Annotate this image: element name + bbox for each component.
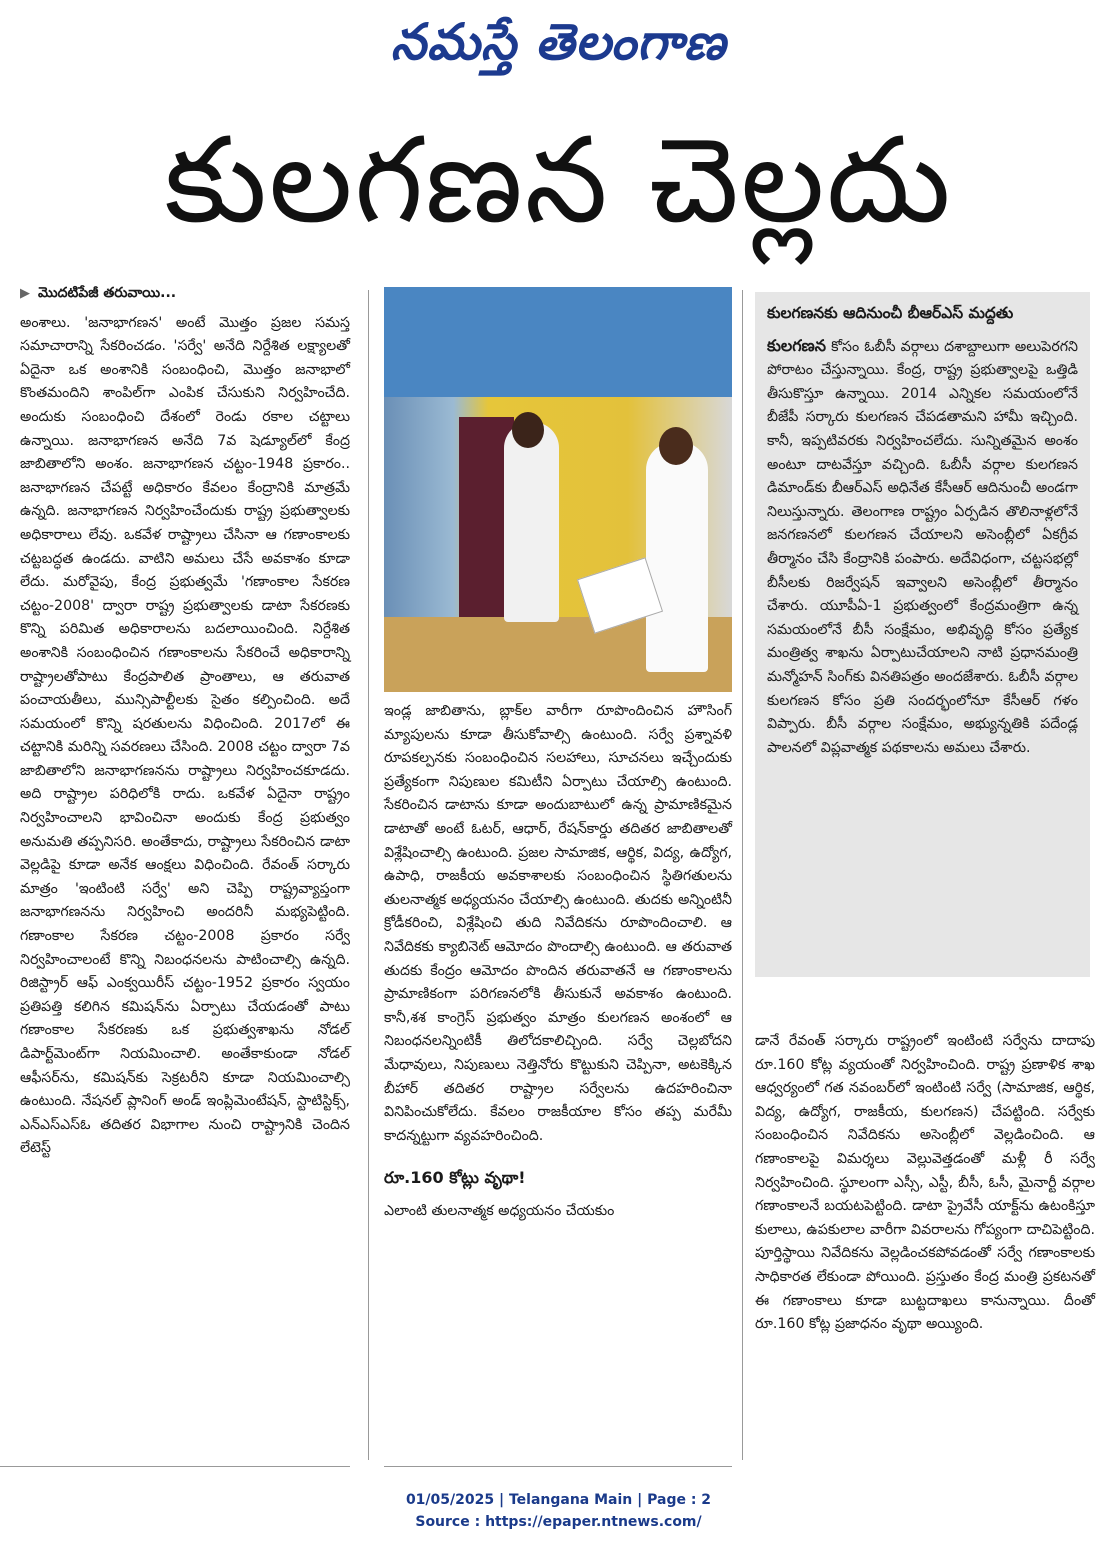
bottom-rule (0, 1466, 350, 1467)
footer-source-link[interactable]: Source : https://epaper.ntnews.com/ (415, 1514, 702, 1530)
sidebar-text: కోసం ఓబీసీ వర్గాలు దశాబ్దాలుగా అలుపెరగని పోరాటం చేస్తున్నాయి. కేంద్ర, రాష్ట్ర ప్రభుత్వాలపై ఒత్తిడి తీసుకొస్తూ ఉన్నాయి. 2014 ఎన్నికల సమయంలోనే బీజేపీ సర్కారు కులగణన చేపడతామని హామీ ఇచ్చింది. కానీ, ఇప్పటివరకు నిర్వహించలేదు. సున్నితమైన అంశం అంటూ దాటవేస్తూ వచ్చింది. ఓబీసీ వర్గాల కులగణన డిమాండ్‌కు బీఆర్ఎస్ అధినేత కేసీఆర్ ఆదినుంచీ అండగా నిలుస్తున్నారు. తెలంగాణ రాష్ట్రం ఏర్పడిన తొలినాళ్లలోనే జనగణనలో కులగణన చేయాలని అసెంబ్లీలో ఏకగ్రీవ తీర్మానం చేసి కేంద్రానికి పంపారు. అదేవిధంగా, చట్టసభల్లో బీసీలకు రిజర్వేషన్ ఇవ్వాలని అసెంబ్లీలో తీర్మానం చేశారు. యూపీఏ-1 ప్రభుత్వంలో కేంద్రమంత్రిగా ఉన్న సమయంలోనే బీసీ సంక్షేమం, అభివృద్ధి కోసం ప్రత్యేక మంత్రిత్వ శాఖను ఏర్పాటుచేయాలని నాటి ప్రధానమంత్రి మన్మోహన్ సింగ్‌కు వినతిపత్రం అందజేశారు. ఓబీసీ వర్గాల కులగణన కోసం ప్రతి సందర్భంలోనూ కేసీఆర్ గళం విప్పారు. బీసీ వర్గాల సంక్షేమం, అభ్యున్నతికి పదేండ్ల పాలనలో విప్లవాత్మక పథకాలను అమలు చేశారు. (767, 338, 1078, 756)
column-1-text: అంశాలు. 'జనాభాగణన' అంటే మొత్తం ప్రజల సమస్త సమాచారాన్ని సేకరించడం. 'సర్వే' అనేది నిర్దేశిత లక్ష్యాలతో ఏదైనా ఒక అంశానికి సంబంధించి, మొత్తం జనాభాలో కొంతమందిని శాంపిల్‌గా ఎంపిక చేసుకుని నిర్వహించేది. అందుకు సంబంధించి దేశంలో రెండు రకాల చట్టాలు ఉన్నాయి. జనాభాగణన అనేది 7వ షెడ్యూల్‌లో కేంద్ర జాబితాలోని అంశం. జనాభాగణన చట్టం-1948 ప్రకారం.. జనాభాగణన చేపట్టే అధికారం కేవలం కేంద్రానికి మాత్రమే ఉన్నది. జనాభాగణన నిర్వహించేందుకు రాష్ట్ర ప్రభుత్వాలకు అధికారాలు లేవు. ఒకవేళ రాష్ట్రాలు చేసినా ఆ గణాంకాలకు చట్టబద్ధత ఉండదు. వాటిని అమలు చేసే అవకాశం కూడా లేదు. మరోవైపు, కేంద్ర ప్రభుత్వమే 'గణాంకాల సేకరణ చట్టం-2008' ద్వారా రాష్ట్ర ప్రభుత్వాలకు డాటా సేకరణకు కొన్ని పరిమిత అధికారాలను బదలాయించింది. నిర్దేశిత అంశానికి సంబంధించిన గణాంకాలను సేకరించే అధికారాన్ని రాష్ట్రాలతోపాటు కేంద్రపాలిత ప్రాంతాలు, ఆ తరువాత పంచాయతీలు, మున్సిపాల్టీలకు సైతం కల్పించింది. అదే సమయంలో కొన్ని షరతులను విధించింది. 2017లో ఈ చట్టానికి మరిన్ని సవరణలు చేసింది. 2008 చట్టం ద్వారా 7వ జాబితాలోని జనాభాగణనను రాష్ట్రాలు నిర్వహించకూడదు. అది రాష్ట్రాల పరిధిలోకి రాదు. ఒకవేళ ఏదైనా రాష్ట్రం నిర్వహించాలని భావించినా అందుకు కేంద్ర ప్రభుత్వం అనుమతి తప్పనిసరి. అంతేకాదు, రాష్ట్రాలు సేకరించిన డాటా వెల్లడిపై కూడా అనేక ఆంక్షలు విధించింది. రేవంత్ సర్కారు మాత్రం 'ఇంటింటి సర్వే' అని చెప్పి రాష్ట్రవ్యాప్తంగా జనాభాగణనను నిర్వహించి అందరినీ మభ్యపెట్టింది. గణాంకాల సేకరణ చట్టం-2008 ప్రకారం సర్వే నిర్వహించాలంటే కొన్ని నిబంధనలను పాటించాల్సి ఉన్నది. రిజిస్ట్రార్ ఆఫ్ ఎంక్వయిరీస్ చట్టం-1952 ప్రకారం స్వయం ప్రతిపత్తి కలిగిన కమిషన్‌ను ఏర్పాటు చేయడంతో పాటు గణాంకాల సేకరణకు ఒక ప్రభుత్వశాఖను నోడల్ డిపార్ట్‌మెంట్‌గా నియమించాలి. అంతేకాకుండా నోడల్ ఆఫీసర్‌ను, కమిషన్‌కు సెక్రటరీని కూడా నియమించాల్సి ఉంటుంది. నేషనల్ ప్లానింగ్ అండ్ ఇంప్లిమెంటేషన్, స్టాటిస్టిక్స్, ఎన్ఎస్ఎస్ఓ తదితర విభాగాల నుంచి రాష్ట్రానికి చెందిన లేటెస్ట్ (20, 314, 350, 1157)
chevron-right-icon: ▶ (20, 286, 30, 301)
headline: కులగణన చెల్లదు (164, 111, 953, 249)
photo-enumerator-2-head (659, 427, 693, 465)
column-2-text: ఇండ్ల జాబితాను, బ్లాక్‌ల వారీగా రూపొందించిన హౌసింగ్ మ్యాపులను కూడా తీసుకోవాల్సి ఉంటుంది. సర్వే ప్రశ్నావళి రూపకల్పనకు సంబంధించిన సలహాలు, సూచనలు ఇచ్చేందుకు ప్రత్యేకంగా నిపుణుల కమిటీని ఏర్పాటు చేయాల్సి ఉంటుంది. సేకరించిన డాటాను కూడా అందుబాటులో ఉన్న ప్రామాణికమైన డాటాతో అంటే ఓటర్, ఆధార్, రేషన్‌కార్డు తదితర జాబితాలతో విశ్లేషించాల్సి ఉంటుంది. ప్రజల సామాజిక, ఆర్థిక, విద్య, ఉద్యోగ, ఉపాధి, రాజకీయ అవకాశాలకు సంబంధించిన స్థితిగతులను తులనాత్మక అధ్యయనం చేయాల్సి ఉంటుంది. తుదకు అన్నింటినీ క్రోడీకరించి, విశ్లేషించి తుది నివేదికను రూపొందించాలి. ఆ నివేదికకు క్యాబినెట్ ఆమోదం పొందాల్సి ఉంటుంది. ఆ తరువాత తుదకు కేంద్రం ఆమోదం పొందిన తరువాతనే ఆ గణాంకాలను ప్రామాణికంగా పరిగణనలోకి తీసుకునే అవకాశం ఉంటుంది. కానీ,శశ కాంగ్రెస్ ప్రభుత్వం మాత్రం కులగణన అంశంలో ఆ నిబంధనలన్నింటికీ తిలోదకాలిచ్చింది. సర్వే చెల్లబోదని మేధావులు, నిపుణులు నెత్తినోరు కొట్టుకుని చెప్పినా, అటకెక్కిన బీహార్ తదితర రాష్ట్రాల సర్వేలను ఉదహరించినా వినిపించుకోలేదు. కేవలం రాజకీయాల కోసం తప్ప మరేమీ కాదన్నట్టుగా వ్యవహరించింది. (384, 703, 732, 1144)
sidebar-lead: కులగణన (767, 335, 827, 355)
bottom-rule (384, 1466, 732, 1467)
article-column-2 (384, 700, 732, 1223)
column-2-last: ఎలాంటి తులనాత్మక అధ్యయనం చేయకుం (384, 1202, 615, 1219)
sidebar-box (755, 292, 1090, 977)
column-divider (368, 290, 369, 1460)
continued-label (20, 282, 350, 306)
photo-wall (384, 287, 732, 397)
article-column-3 (755, 1030, 1095, 1337)
sidebar-paragraph (767, 334, 1078, 761)
photo-enumerator-2 (646, 442, 708, 672)
sidebar-title: కులగణనకు ఆదినుంచీ బీఆర్ఎస్ మద్దతు (767, 304, 1014, 322)
continued-text: మొదటిపేజీ తరువాయి... (38, 285, 177, 301)
column-3-text: డానే రేవంత్ సర్కారు రాష్ట్రంలో ఇంటింటి సర్వేను దాదాపు రూ.160 కోట్ల వ్యయంతో నిర్వహించింది. రాష్ట్ర ప్రణాళిక శాఖ ఆధ్వర్యంలో గత నవంబర్‌లో ఇంటింటి సర్వే (సామాజిక, ఆర్థిక, విద్య, ఉద్యోగ, రాజకీయ, కులగణన) చేపట్టింది. సర్వేకు సంబంధించిన నివేదికను అసెంబ్లీలో వెల్లడించింది. ఆ గణాంకాలపై విమర్శలు వెల్లువెత్తడంతో మళ్లీ రీ సర్వే నిర్వహించింది. స్థూలంగా ఎస్సీ, ఎస్టీ, బీసీ, ఓసీ, మైనార్టీ వర్గాల గణాంకాలనే బయటపెట్టింది. డాటా ప్రైవేసీ యాక్ట్‌ను ఉటంకిస్తూ కులాలు, ఉపకులాల వారీగా వివరాలను గోప్యంగా దాచిపెట్టింది. పూర్తిస్థాయి నివేదికను వెల్లడించకపోవడంతో సర్వే గణాంకాలకు సాధికారత లేకుండా పోయింది. ప్రస్తుతం కేంద్ర మంత్రి ప్రకటనతో ఈ గణాంకాలు కూడా బుట్టదాఖలు కానున్నాయి. దీంతో రూ.160 కోట్ల ప్రజాధనం వృథా అయ్యింది. (755, 1033, 1095, 1333)
column-divider (742, 290, 743, 1460)
photo-enumerator-1 (504, 422, 559, 622)
article-column-1 (20, 282, 350, 1161)
footer-date-line: 01/05/2025 | Telangana Main | Page : 2 (405, 1492, 712, 1508)
masthead-logo: నమస్తే తెలంగాణ (390, 12, 727, 71)
subheading: రూ.160 కోట్లు వృథా! (384, 1168, 526, 1188)
survey-photo (384, 287, 732, 692)
photo-enumerator-1-head (512, 412, 544, 448)
